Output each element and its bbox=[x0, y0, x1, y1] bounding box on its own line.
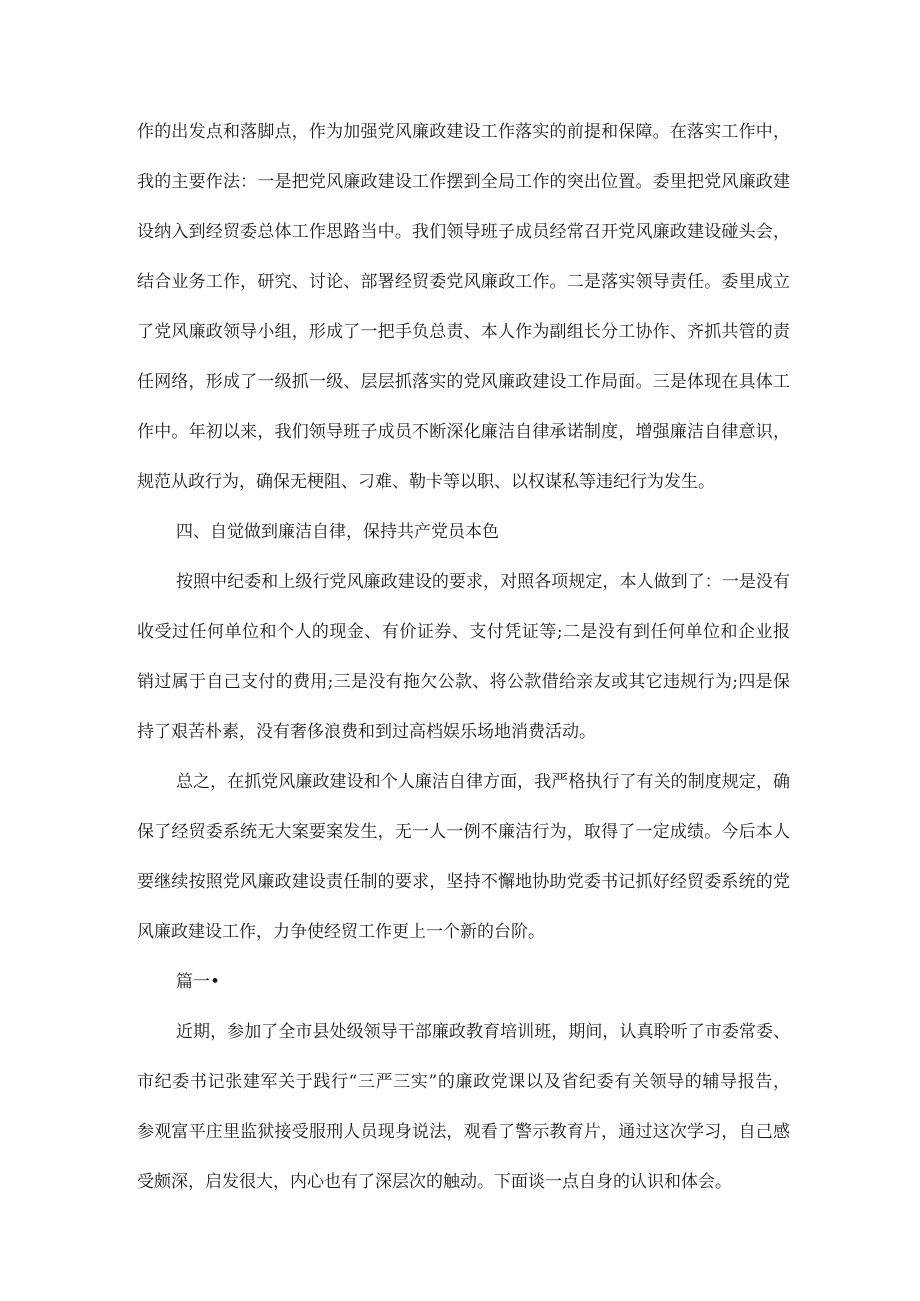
text-line bbox=[0, 117, 920, 147]
text-line bbox=[0, 1117, 920, 1147]
text-line bbox=[0, 1067, 920, 1097]
text-line-content: 我的主要作法：一是把党风廉政建设工作摆到全局工作的突出位置。委里把党风廉政建 bbox=[137, 172, 790, 192]
text-line-content: 要继续按照党风廉政建设责任制的要求，坚持不懈地协助党委书记抓好经贸委系统的党 bbox=[137, 872, 790, 892]
text-line bbox=[0, 467, 920, 497]
text-line-content: 持了艰苦朴素，没有奢侈浪费和到过高档娱乐场地消费活动。 bbox=[137, 722, 596, 742]
section-heading bbox=[0, 517, 920, 547]
text-line bbox=[0, 717, 920, 747]
text-line bbox=[0, 1017, 920, 1047]
text-line bbox=[0, 217, 920, 247]
text-line-content: 规范从政行为，确保无梗阻、刁难、勒卡等以职、以权谋私等违纪行为发生。 bbox=[137, 472, 715, 492]
section-heading-text: 四、自觉做到廉洁自律，保持共产党员本色 bbox=[176, 522, 499, 542]
text-line bbox=[0, 367, 920, 397]
text-line bbox=[0, 167, 920, 197]
text-line-content: 参观富平庄里监狱接受服刑人员现身说法，观看了警示教育片，通过这次学习，自己感 bbox=[137, 1122, 790, 1142]
text-line-content: 保了经贸委系统无大案要案发生，无一人一例不廉洁行为，取得了一定成绩。今后本人 bbox=[137, 822, 790, 842]
text-line-content: 总之，在抓党风廉政建设和个人廉洁自律方面，我严格执行了有关的制度规定，确 bbox=[176, 772, 790, 792]
text-line-content: 设纳入到经贸委总体工作思路当中。我们领导班子成员经常召开党风廉政建设碰头会， bbox=[137, 222, 790, 242]
text-line-content: 任网络，形成了一级抓一级、层层抓落实的党风廉政建设工作局面。三是体现在具体工 bbox=[137, 372, 790, 392]
text-line-content: 收受过任何单位和个人的现金、有价证券、支付凭证等;二是没有到任何单位和企业报 bbox=[137, 622, 790, 642]
part-heading-text: 篇一• bbox=[176, 972, 221, 992]
text-line-content: 受颇深，启发很大，内心也有了深层次的触动。下面谈一点自身的认识和体会。 bbox=[137, 1172, 732, 1192]
text-line-content: 作中。年初以来，我们领导班子成员不断深化廉洁自律承诺制度，增强廉洁自律意识， bbox=[137, 422, 790, 442]
text-line-content: 近期，参加了全市县处级领导干部廉政教育培训班，期间，认真聆听了市委常委、 bbox=[176, 1022, 790, 1042]
text-line-content: 作的出发点和落脚点，作为加强党风廉政建设工作落实的前提和保障。在落实工作中， bbox=[137, 122, 790, 142]
text-line-content: 按照中纪委和上级行党风廉政建设的要求，对照各项规定，本人做到了：一是没有 bbox=[176, 572, 790, 592]
text-line-content: 风廉政建设工作，力争使经贸工作更上一个新的台阶。 bbox=[137, 922, 545, 942]
text-line bbox=[0, 317, 920, 347]
text-line bbox=[0, 567, 920, 597]
text-line bbox=[0, 417, 920, 447]
text-line bbox=[0, 667, 920, 697]
text-line bbox=[0, 767, 920, 797]
text-line bbox=[0, 267, 920, 297]
text-line-content: 结合业务工作，研究、讨论、部署经贸委党风廉政工作。二是落实领导责任。委里成立 bbox=[137, 272, 790, 292]
text-line bbox=[0, 617, 920, 647]
text-line-content: 市纪委书记张建军关于践行“三严三实”的廉政党课以及省纪委有关领导的辅导报告， bbox=[137, 1072, 790, 1092]
text-line bbox=[0, 867, 920, 897]
text-line-content: 销过属于自己支付的费用;三是没有拖欠公款、将公款借给亲友或其它违规行为;四是保 bbox=[137, 672, 790, 692]
part-heading bbox=[0, 967, 920, 997]
text-line-content: 了党风廉政领导小组，形成了一把手负总责、本人作为副组长分工协作、齐抓共管的责 bbox=[137, 322, 790, 342]
text-line bbox=[0, 817, 920, 847]
text-line bbox=[0, 917, 920, 947]
text-line bbox=[0, 1167, 920, 1197]
